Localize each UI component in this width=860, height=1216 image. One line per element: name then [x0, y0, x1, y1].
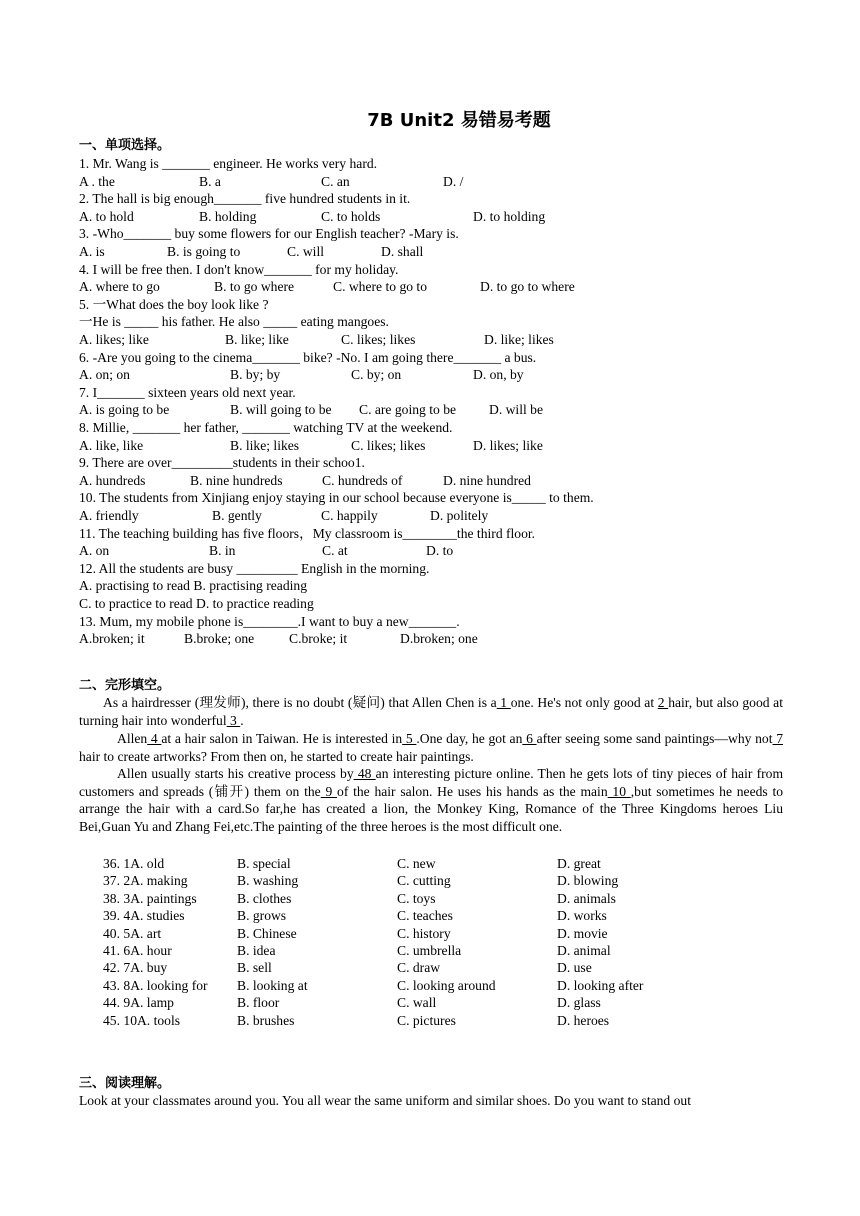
cloze-text: hair, but also good at turning hair into wonderful	[79, 695, 783, 728]
cloze-option-c[interactable]: C. cutting	[397, 873, 451, 889]
cloze-option-a[interactable]: 38. 3A. paintings	[103, 890, 197, 906]
cloze-option-d[interactable]: D. animals	[557, 890, 616, 906]
cloze-text: an interesting picture online. Then he gets lots of tiny pieces of hair from customers and spreads (铺开) them on the	[79, 766, 784, 799]
cloze-text: of the hair salon. He uses his hands as the main	[337, 783, 608, 799]
option-c[interactable]: C. by; on	[351, 367, 402, 383]
cloze-blank-8: 48	[353, 766, 376, 781]
cloze-text: Allen usually starts his creative process by	[117, 766, 354, 781]
question-12-options-line[interactable]: C. to practice to read D. to practice reading	[79, 596, 314, 611]
cloze-blank-7: 7	[772, 731, 783, 746]
question-2-stem: 2. The hall is big enough_______ five hundred students in it.	[79, 191, 411, 207]
question-12-options-line[interactable]: A. practising to read B. practising reading	[79, 578, 308, 594]
option-a[interactable]: A. friendly	[79, 508, 139, 523]
option-c[interactable]: C. are going to be	[359, 402, 457, 418]
cloze-option-a[interactable]: 39. 4A. studies	[103, 908, 185, 924]
option-a[interactable]: A. is going to be	[79, 402, 170, 418]
option-b[interactable]: B. in	[209, 543, 236, 559]
cloze-option-d[interactable]: D. glass	[557, 995, 601, 1011]
question-4-stem: 4. I will be free then. I don't know_______ for my holiday.	[79, 261, 399, 277]
cloze-option-a[interactable]: 37. 2A. making	[103, 873, 188, 889]
option-b[interactable]: B. is going to	[167, 244, 241, 259]
option-b[interactable]: B. like; like	[225, 332, 289, 347]
cloze-text: hair to create artworks? From then on, he started to create hair paintings.	[79, 748, 474, 764]
question-13-stem: 13. Mum, my mobile phone is________.I want to buy a new_______.	[79, 613, 460, 629]
question-6-stem: 6. -Are you going to the cinema_______ bike? -No. I am going there_______ a bus.	[79, 349, 537, 365]
cloze-option-c[interactable]: C. teaches	[397, 908, 453, 924]
option-a[interactable]: A. is	[79, 244, 105, 259]
cloze-option-a[interactable]: 40. 5A. art	[103, 925, 162, 941]
cloze-option-b[interactable]: B. grows	[237, 908, 287, 924]
cloze-option-b[interactable]: B. washing	[237, 873, 299, 889]
option-a[interactable]: A. on	[79, 543, 110, 559]
cloze-option-a[interactable]: 45. 10A. tools	[103, 1012, 181, 1028]
option-d[interactable]: D. like; likes	[484, 332, 554, 347]
option-a[interactable]: A.broken; it	[79, 631, 145, 647]
option-d[interactable]: D. to	[426, 543, 454, 559]
cloze-option-b[interactable]: B. idea	[237, 942, 276, 958]
option-c[interactable]: C. at	[322, 543, 348, 559]
question-1-stem: 1. Mr. Wang is _______ engineer. He works very hard.	[79, 156, 378, 171]
cloze-option-c[interactable]: C. wall	[397, 995, 437, 1011]
option-b[interactable]: B. like; likes	[230, 437, 300, 453]
cloze-blank-5: 5	[402, 731, 417, 746]
cloze-option-b[interactable]: B. looking at	[237, 977, 308, 993]
question-7-stem: 7. I_______ sixteen years old next year.	[79, 384, 296, 400]
option-a[interactable]: A. to hold	[79, 208, 134, 224]
section-heading-2: 二、完形填空。	[79, 678, 171, 693]
option-b[interactable]: B. by; by	[230, 367, 281, 383]
option-a[interactable]: A . the	[79, 173, 115, 189]
cloze-option-b[interactable]: B. brushes	[237, 1012, 295, 1028]
option-c[interactable]: C. hundreds of	[322, 472, 403, 488]
cloze-paragraph-1	[79, 694, 783, 729]
cloze-option-d[interactable]: D. heroes	[557, 1012, 610, 1028]
option-b[interactable]: B. nine hundreds	[190, 472, 283, 488]
option-d[interactable]: D. on, by	[473, 367, 524, 383]
question-3-stem: 3. -Who_______ buy some flowers for our English teacher? -Mary is.	[79, 226, 459, 242]
cloze-option-c[interactable]: C. history	[397, 925, 451, 941]
cloze-option-d[interactable]: D. works	[557, 908, 607, 924]
cloze-option-c[interactable]: C. umbrella	[397, 942, 462, 958]
cloze-blank-10: 10	[607, 783, 631, 799]
cloze-option-a[interactable]: 44. 9A. lamp	[103, 995, 174, 1011]
cloze-text: .One day, he got an	[416, 731, 523, 746]
option-d[interactable]: D. politely	[430, 508, 489, 523]
cloze-paragraph-3	[79, 765, 783, 835]
cloze-text: .	[240, 712, 244, 728]
option-a[interactable]: A. like, like	[79, 437, 144, 453]
cloze-option-a[interactable]: 43. 8A. looking for	[103, 977, 208, 993]
cloze-option-a[interactable]: 42. 7A. buy	[103, 960, 168, 976]
page-title: 7B Unit2 易错易考题	[367, 110, 551, 131]
question-5-stem: 5. 一What does the boy look like ?	[79, 296, 269, 312]
option-c[interactable]: C. to holds	[321, 208, 381, 224]
option-a[interactable]: A. where to go	[79, 279, 160, 295]
cloze-option-b[interactable]: B. Chinese	[237, 925, 297, 941]
cloze-blank-9: 9	[320, 783, 338, 799]
option-c[interactable]: C. likes; likes	[351, 437, 426, 453]
question-10-stem: 10. The students from Xinjiang enjoy staying in our school because everyone is_____ to them.	[79, 490, 594, 506]
cloze-option-d[interactable]: D. great	[557, 856, 601, 871]
cloze-option-d[interactable]: D. blowing	[557, 873, 619, 889]
option-d[interactable]: D. /	[443, 173, 464, 189]
option-c[interactable]: C. will	[287, 244, 325, 259]
section-heading-3: 三、阅读理解。	[79, 1076, 171, 1091]
cloze-text: As a hairdresser (理发师), there is no doubt (疑问) that Allen Chen is a	[103, 695, 497, 710]
cloze-option-c[interactable]: C. draw	[397, 960, 441, 976]
cloze-blank-2: 2	[657, 695, 669, 710]
cloze-blank-3: 3	[226, 712, 241, 728]
option-a[interactable]: A. likes; like	[79, 332, 149, 347]
option-d[interactable]: D. to holding	[473, 208, 546, 224]
option-b[interactable]: B. will going to be	[230, 402, 332, 418]
cloze-option-c[interactable]: C. new	[397, 856, 436, 871]
cloze-option-c[interactable]: C. toys	[397, 890, 436, 906]
cloze-option-b[interactable]: B. special	[237, 856, 291, 871]
cloze-option-d[interactable]: D. animal	[557, 942, 611, 958]
option-d[interactable]: D. nine hundred	[443, 472, 531, 488]
cloze-option-c[interactable]: C. pictures	[397, 1012, 456, 1028]
option-b[interactable]: B. holding	[199, 208, 257, 224]
question-5-stem-2: 一He is _____ his father. He also _____ eating mangoes.	[79, 314, 389, 330]
cloze-option-d[interactable]: D. movie	[557, 925, 608, 941]
question-9-stem: 9. There are over_________students in their schoo1.	[79, 455, 365, 471]
cloze-option-a[interactable]: 36. 1A. old	[103, 856, 165, 871]
question-11-stem: 11. The teaching building has five floors，My classroom is________the third floor.	[79, 525, 536, 541]
option-c[interactable]: C. likes; likes	[341, 332, 416, 347]
cloze-paragraph-2	[79, 730, 783, 765]
cloze-option-c[interactable]: C. looking around	[397, 977, 496, 993]
option-b[interactable]: B. gently	[212, 508, 262, 523]
option-b[interactable]: B. a	[199, 173, 221, 189]
option-c[interactable]: C. an	[321, 173, 350, 189]
option-c[interactable]: C. where to go to	[333, 279, 428, 295]
cloze-option-b[interactable]: B. clothes	[237, 890, 292, 906]
cloze-option-d[interactable]: D. use	[557, 960, 592, 976]
option-d[interactable]: D. likes; like	[473, 437, 543, 453]
reading-text: Look at your classmates around you. You all wear the same uniform and similar shoes. Do you want to stand out	[79, 1093, 691, 1108]
cloze-option-d[interactable]: D. looking after	[557, 977, 644, 993]
question-8-stem: 8. Millie, _______ her father, _______ watching TV at the weekend.	[79, 420, 453, 435]
option-d[interactable]: D. to go to where	[480, 279, 575, 295]
option-d[interactable]: D.broken; one	[400, 631, 478, 647]
cloze-text: one. He's not only good at	[510, 695, 658, 710]
cloze-text: ,but sometimes he needs to arrange the hair with a card.So far,he has created a lion, the Monkey King, Romance of the Three Kingdoms heroes Liu Bei,Guan Yu and Zhang Fei,etc.The painting of the three heroes is the most difficult one.	[79, 783, 784, 834]
option-d[interactable]: D. will be	[489, 402, 543, 418]
cloze-blank-6: 6	[522, 731, 537, 746]
option-c[interactable]: C. happily	[321, 508, 378, 523]
option-b[interactable]: B.broke; one	[184, 631, 255, 647]
option-d[interactable]: D. shall	[381, 244, 424, 259]
cloze-text: at a hair salon in Taiwan. He is interested in	[161, 731, 403, 746]
cloze-blank-1: 1	[496, 695, 511, 710]
cloze-text: after seeing some sand paintings—why not	[536, 731, 773, 746]
cloze-text: Allen	[117, 731, 148, 746]
option-a[interactable]: A. hundreds	[79, 472, 146, 488]
option-a[interactable]: A. on; on	[79, 367, 130, 383]
question-12-stem: 12. All the students are busy _________ English in the morning.	[79, 560, 430, 576]
cloze-blank-4: 4	[147, 731, 162, 746]
cloze-option-b[interactable]: B. floor	[237, 995, 280, 1011]
section-heading-1: 一、单项选择。	[79, 138, 171, 153]
option-b[interactable]: B. to go where	[214, 279, 295, 295]
cloze-option-b[interactable]: B. sell	[237, 960, 272, 976]
cloze-option-a[interactable]: 41. 6A. hour	[103, 942, 172, 958]
option-c[interactable]: C.broke; it	[289, 631, 348, 647]
